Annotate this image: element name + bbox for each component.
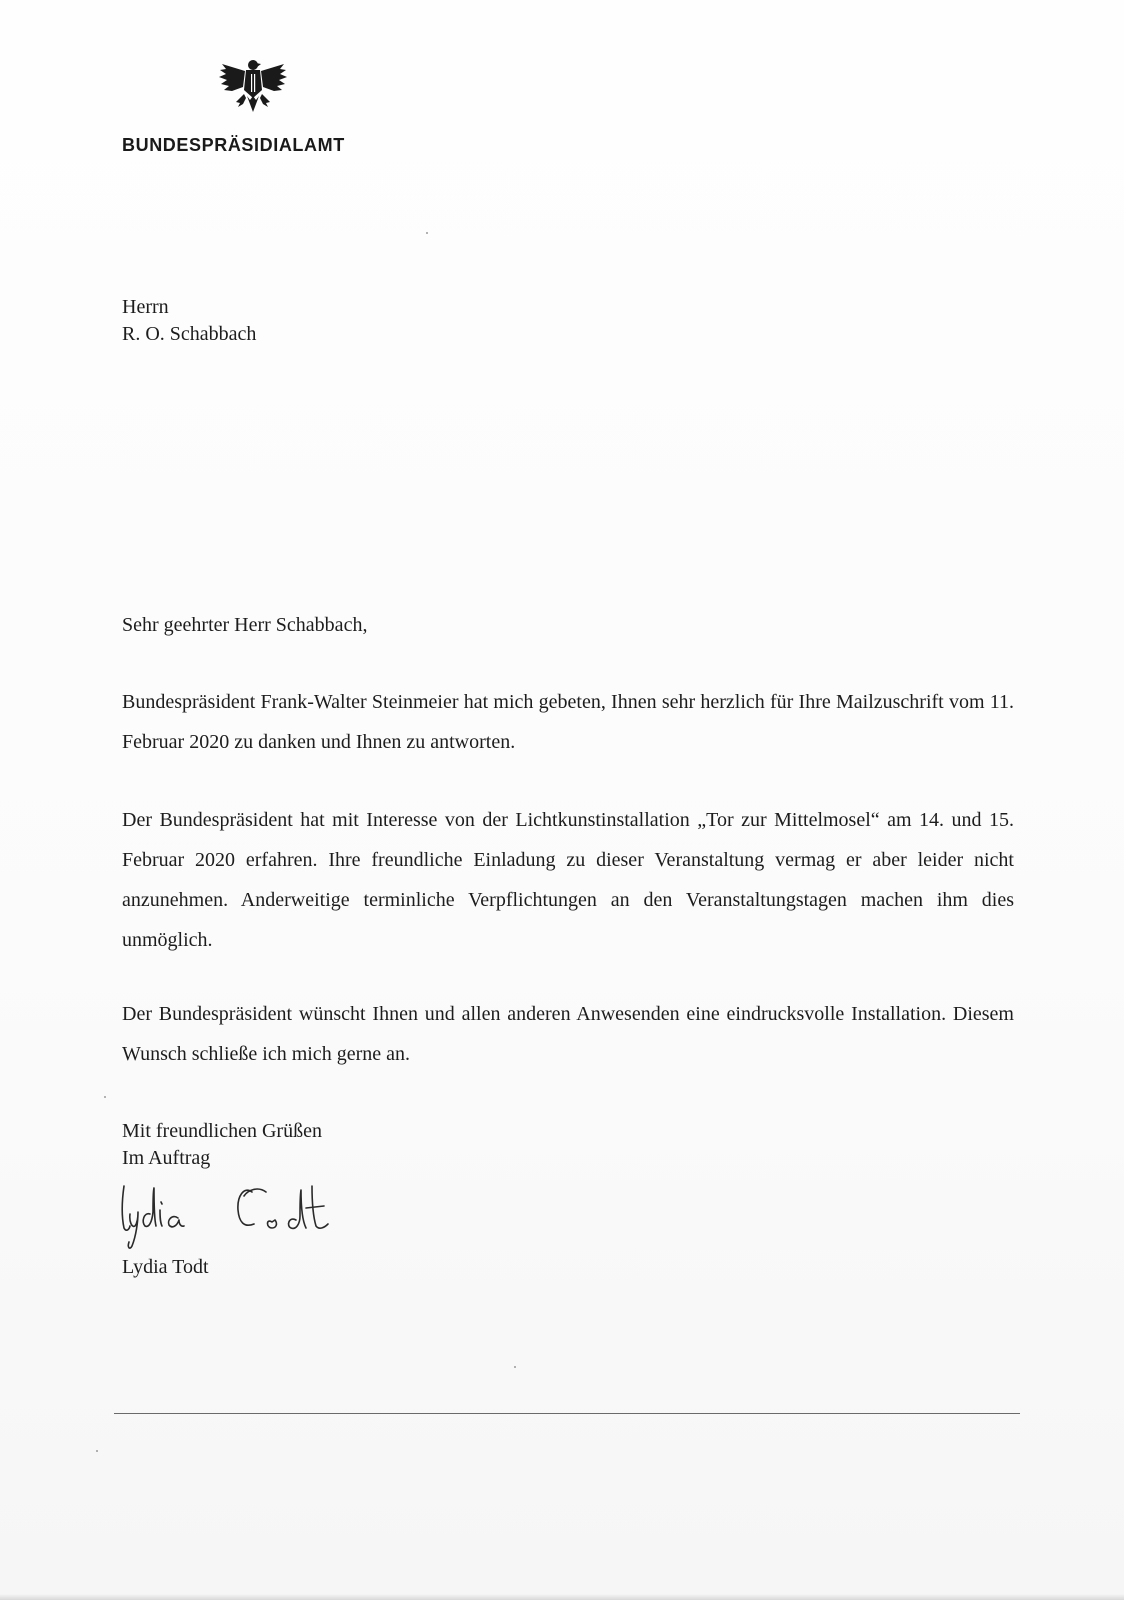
salutation: Sehr geehrter Herr Schabbach, <box>122 614 368 636</box>
signer-name: Lydia Todt <box>122 1256 209 1278</box>
paper-speck <box>96 1450 98 1452</box>
closing-greeting: Mit freundlichen Grüßen <box>122 1120 322 1142</box>
body-paragraph-3: Der Bundespräsident wünscht Ihnen und allen anderen Anwesenden eine eindrucksvolle Installation. Diesem Wunsch schließe ich mich gerne an. <box>122 1003 1014 1065</box>
paper-speck <box>104 1096 106 1098</box>
recipient-address <box>122 294 256 348</box>
recipient-name: R. O. Schabbach <box>122 323 257 345</box>
office-name: BUNDESPRÄSIDIALAMT <box>122 135 345 155</box>
closing <box>122 1118 322 1172</box>
footer-divider <box>114 1413 1020 1414</box>
paper-speck <box>426 232 428 234</box>
closing-on-behalf: Im Auftrag <box>122 1147 211 1169</box>
federal-eagle-icon <box>218 56 288 118</box>
body-paragraph-1: Bundespräsident Frank-Walter Steinmeier hat mich gebeten, Ihnen sehr herzlich für Ihre Mailzuschrift vom 11. Februar 2020 zu danken und Ihnen zu antworten. <box>122 691 1014 753</box>
paper-speck <box>514 1366 516 1368</box>
handwritten-signature <box>116 1182 376 1254</box>
recipient-title: Herrn <box>122 296 169 318</box>
body-paragraph-2: Der Bundespräsident hat mit Interesse von der Lichtkunstinstallation „Tor zur Mittelmosel“ am 14. und 15. Februar 2020 erfahren. Ihre freundliche Einladung zu dieser Veranstaltung vermag er aber leider nicht anzunehmen. Anderweitige terminliche Verpflichtungen an den Veranstaltungstagen machen ihm dies unmöglich. <box>122 809 1014 951</box>
scan-edge-shadow <box>0 1594 1124 1600</box>
